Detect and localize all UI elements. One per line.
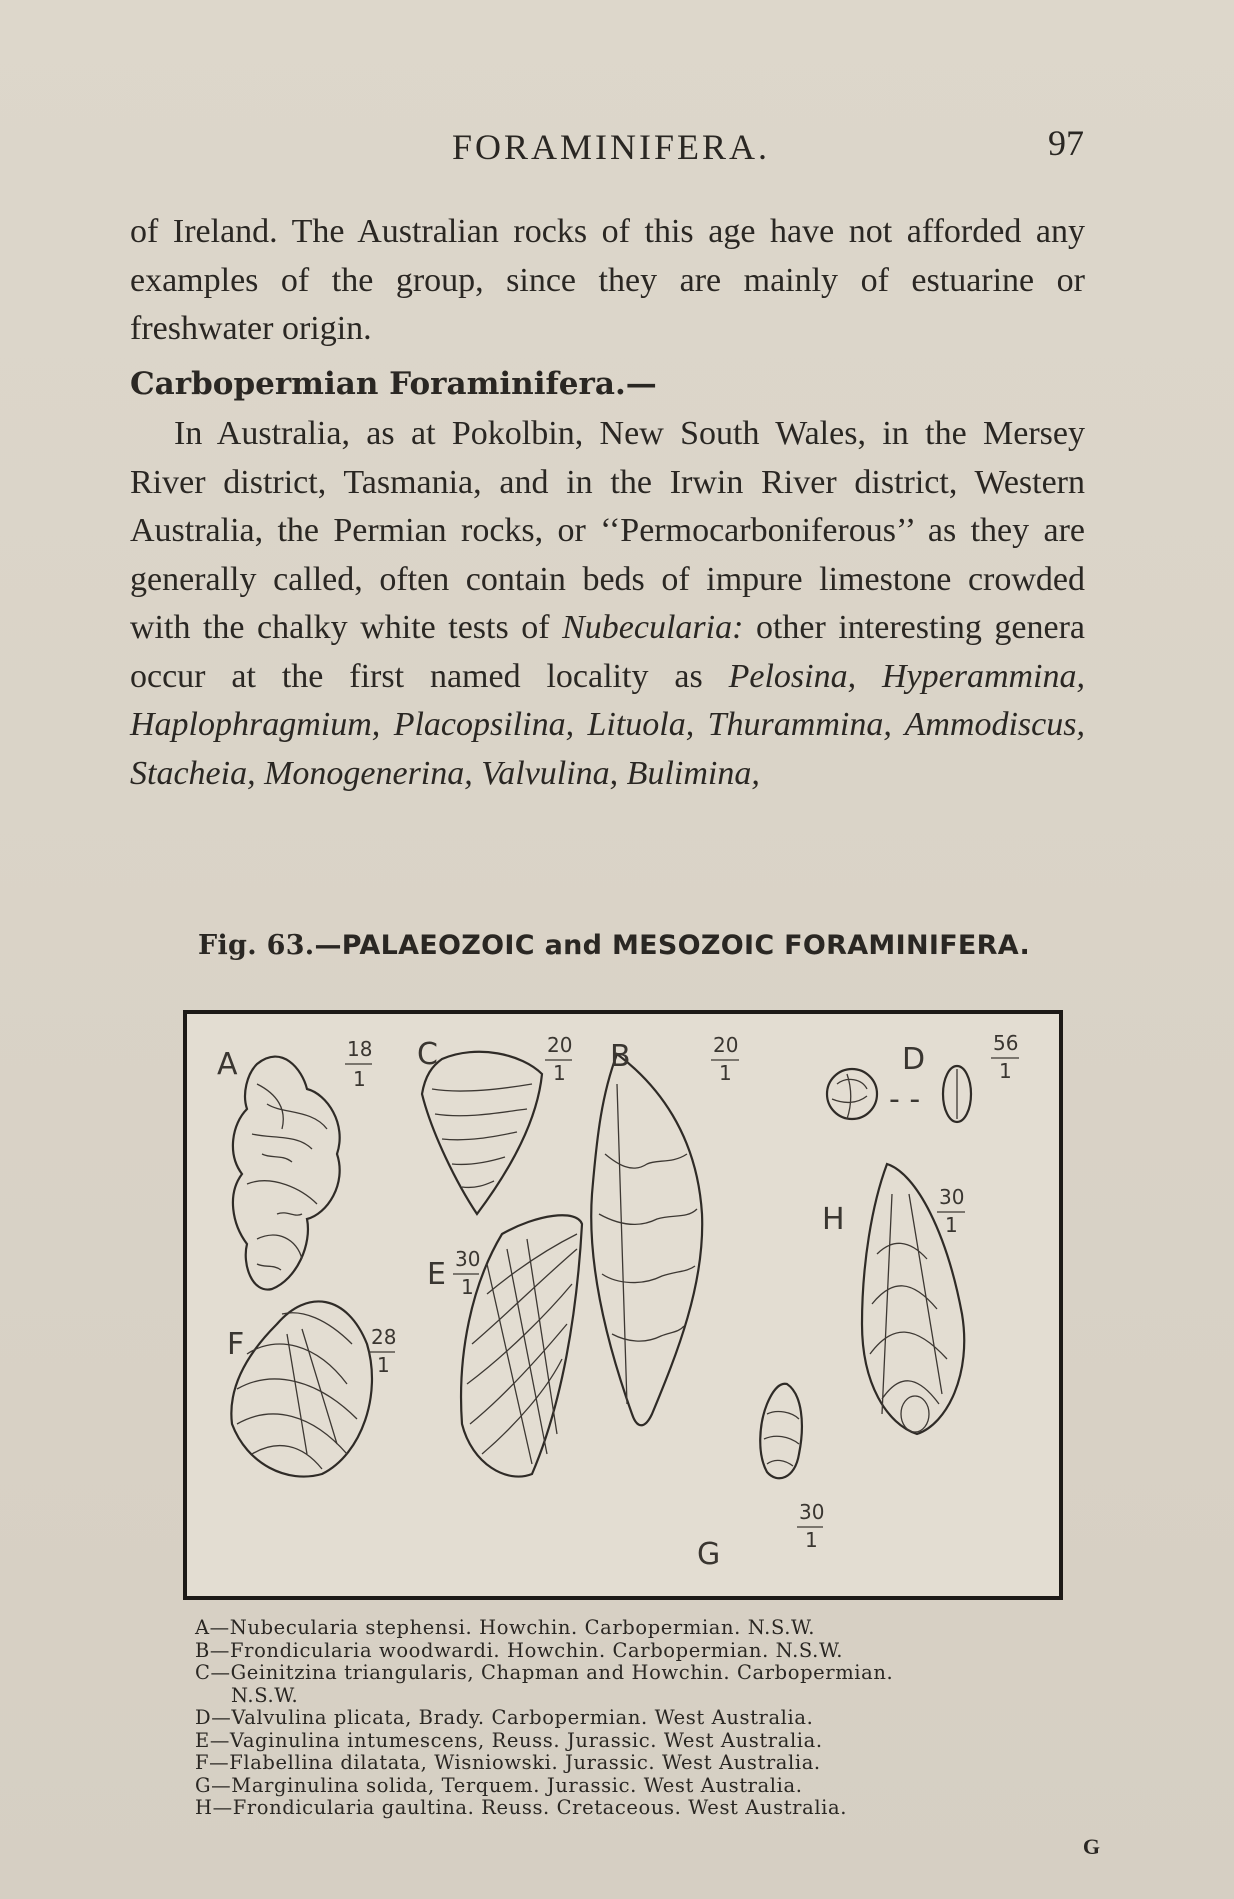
legend-item-g: G—Marginulina solida, Terquem. Jurassic. West Australia.: [195, 1773, 803, 1797]
svg-text:1: 1: [805, 1528, 818, 1552]
paragraph-2-mid: other interesting genera occur at the first named locality as: [130, 609, 1085, 695]
svg-text:1: 1: [999, 1059, 1012, 1083]
paragraph-2-intro: In Australia, as at Pokolbin, New South Wales, in the Mersey River district, Tasmania, and in the Irwin River district, Western Australia, the Permian rocks, or ‘‘Permocarboniferous’’ as they are generally called, often contain beds of impure limestone crowded with the chalky white tests of: [130, 415, 1085, 646]
svg-text:20: 20: [547, 1033, 573, 1057]
specimen-g-drawing: [760, 1384, 802, 1478]
label-d: D: [902, 1042, 926, 1077]
legend-item-d: D—Valvulina plicata, Brady. Carbopermian. West Australia.: [195, 1706, 814, 1729]
legend-item-c-continued: N.S.W.: [231, 1683, 299, 1707]
mag-a: [345, 1037, 372, 1091]
specimen-f-drawing: [231, 1301, 372, 1476]
signature-mark: G: [1082, 1834, 1100, 1859]
page-number: 97: [1048, 123, 1084, 163]
label-g: G: [697, 1537, 721, 1572]
body-text: [130, 208, 1085, 798]
genera-list: Pelosina, Hyperammina, Haplophragmium, Placopsilina, Lituola, Thurammina, Ammodiscus, Stacheia, Monogenerina, Valvulina, Bulimina,: [130, 657, 1085, 792]
paragraph-2: [130, 410, 1085, 798]
svg-text:30: 30: [939, 1185, 965, 1209]
svg-text:1: 1: [553, 1061, 566, 1085]
figure-title: —PALAEOZOIC and MESOZOIC FORAMINIFERA.: [314, 930, 1031, 961]
legend-item-e: E—Vaginulina intumescens, Reuss. Jurassic. West Australia.: [195, 1728, 823, 1752]
svg-text:18: 18: [347, 1037, 373, 1061]
mag-f: [369, 1325, 396, 1377]
svg-text:30: 30: [455, 1247, 481, 1271]
label-e: E: [427, 1257, 446, 1292]
legend-item-b: B—Frondicularia woodwardi. Howchin. Carbopermian. N.S.W.: [195, 1638, 843, 1662]
svg-text:30: 30: [799, 1500, 825, 1524]
svg-text:1: 1: [945, 1213, 958, 1237]
specimen-a-drawing: [233, 1057, 340, 1290]
label-c: C: [417, 1037, 438, 1072]
section-heading: Carbopermian Foraminifera.—: [130, 365, 657, 402]
label-h: H: [822, 1202, 845, 1237]
mag-c: [545, 1033, 572, 1085]
svg-text:56: 56: [993, 1031, 1019, 1055]
svg-text:28: 28: [371, 1325, 397, 1349]
specimen-b-drawing: [591, 1054, 702, 1425]
mag-h: [937, 1185, 965, 1237]
svg-text:1: 1: [719, 1061, 732, 1085]
figure-legend: [195, 1617, 1075, 1820]
mag-g: [797, 1500, 824, 1552]
legend-item-h: H—Frondicularia gaultina. Reuss. Cretaceous. West Australia.: [195, 1796, 848, 1819]
svg-text:1: 1: [377, 1353, 390, 1377]
running-head: [130, 118, 1084, 168]
svg-text:1: 1: [461, 1275, 474, 1299]
legend-item-a: A—Nubecularia stephensi. Howchin. Carbopermian. N.S.W.: [195, 1616, 816, 1639]
paragraph-1: of Ireland. The Australian rocks of this age have not afforded any examples of the group, since they are mainly of estuarine or freshwater origin.: [130, 213, 1085, 347]
label-b: B: [610, 1039, 631, 1074]
svg-text:1: 1: [353, 1067, 366, 1091]
specimen-d-drawing: [827, 1066, 971, 1122]
legend-item-f: F—Flabellina dilatata, Wisniowski. Jurassic. West Australia.: [195, 1751, 821, 1774]
specimen-c-drawing: [422, 1052, 542, 1214]
figure-number: Fig. 63.: [198, 930, 315, 961]
mag-b: [711, 1033, 739, 1085]
figure-plate: [183, 1010, 1063, 1600]
running-title: FORAMINIFERA.: [452, 127, 771, 167]
svg-text:20: 20: [713, 1033, 739, 1057]
legend-item-c: C—Geinitzina triangularis, Chapman and Howchin. Carbopermian.: [195, 1661, 894, 1684]
svg-text:- -: - -: [889, 1082, 921, 1117]
label-a: A: [217, 1047, 238, 1082]
label-f: F: [227, 1327, 245, 1362]
figure-caption: [198, 930, 1030, 961]
foraminifera-illustration: [187, 1014, 1059, 1596]
genus-nubecularia: Nubecularia:: [562, 609, 744, 646]
mag-d: [991, 1031, 1019, 1083]
